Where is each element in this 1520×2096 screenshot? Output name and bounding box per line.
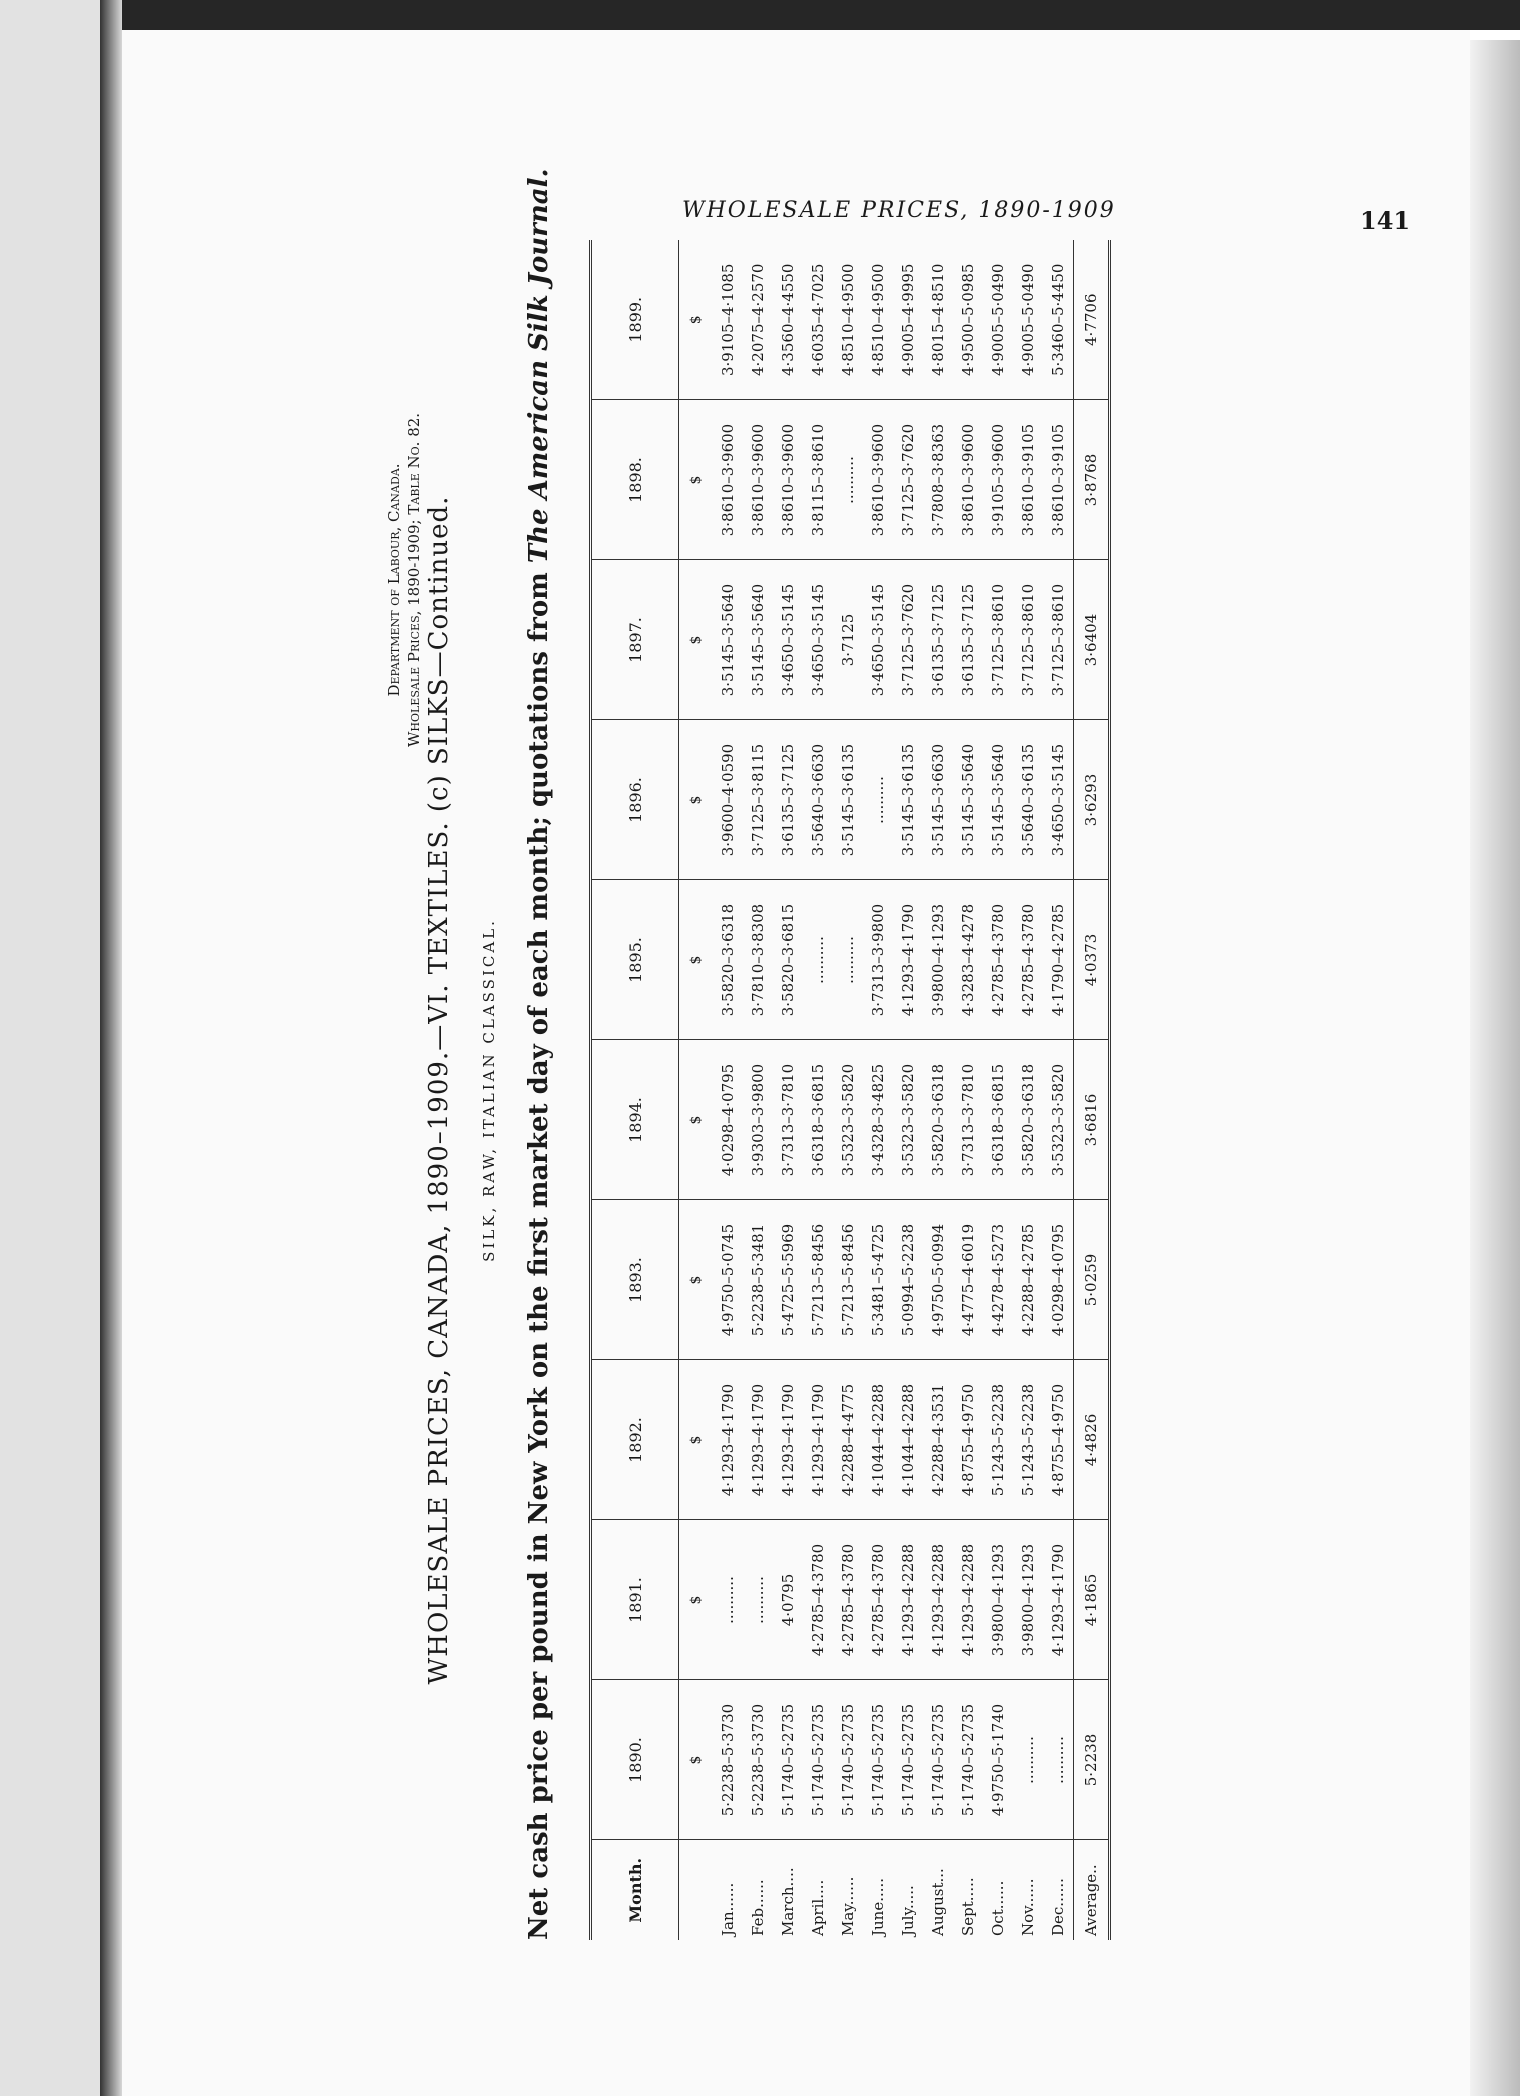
table-row	[713, 240, 743, 1940]
price-cell: 3·7313–3·9800	[863, 880, 893, 1040]
average-cell: 3·6293	[1074, 720, 1110, 880]
table-subtitle: SILK, RAW, ITALIAN CLASSICAL.	[480, 918, 498, 1262]
year-column-header: 1899.	[591, 240, 679, 400]
price-cell: 4·3283–4·4278	[953, 880, 983, 1040]
price-cell: 3·5820–3·6318	[923, 1040, 953, 1200]
price-cell: 3·4650–3·5145	[773, 560, 803, 720]
price-cell: 5·1740–5·2735	[893, 1680, 923, 1840]
unit-symbol: $	[679, 1040, 714, 1200]
price-cell: 3·7125–3·8115	[743, 720, 773, 880]
price-cell: 4·8510–4·9500	[863, 240, 893, 400]
price-cell: 4·2785–4·3780	[1013, 880, 1043, 1040]
price-cell: 3·6318–3·6815	[983, 1040, 1013, 1200]
price-cell: 4·1044–4·2288	[863, 1360, 893, 1520]
price-cell: 4·8755–4·9750	[1043, 1360, 1074, 1520]
price-cell: 4·9005–5·0490	[983, 240, 1013, 400]
table-row	[1013, 240, 1043, 1940]
price-cell: 3·9800–4·1293	[923, 880, 953, 1040]
table-row	[833, 240, 863, 1940]
price-cell: 5·1740–5·2735	[923, 1680, 953, 1840]
price-cell: 4·8755–4·9750	[953, 1360, 983, 1520]
table-row	[773, 240, 803, 1940]
price-cell: 4·4278–4·5273	[983, 1200, 1013, 1360]
book-gutter	[100, 0, 122, 2096]
department-heading	[384, 300, 424, 860]
price-cell: 3·5145–3·6135	[893, 720, 923, 880]
price-cell: 5·7213–5·8456	[803, 1200, 833, 1360]
price-cell: 5·1740–5·2735	[833, 1680, 863, 1840]
price-cell: 4·2785–4·3780	[803, 1520, 833, 1680]
price-cell: ..........	[1043, 1680, 1074, 1840]
price-cell: 5·2238–5·3730	[743, 1680, 773, 1840]
price-cell: 4·1790–4·2785	[1043, 880, 1074, 1040]
table-row	[743, 240, 773, 1940]
price-cell: 5·1243–5·2238	[983, 1360, 1013, 1520]
month-cell: Sept.....	[959, 1877, 977, 1936]
price-cell: 4·1293–4·1790	[773, 1360, 803, 1520]
average-label: Average..	[1074, 1840, 1110, 1940]
table-row	[983, 240, 1013, 1940]
average-cell: 5·0259	[1074, 1200, 1110, 1360]
month-column-header: Month.	[591, 1840, 679, 1940]
price-cell: 3·8115–3·8610	[803, 400, 833, 560]
price-cell: 3·8610–3·9600	[713, 400, 743, 560]
price-cell: ..........	[863, 720, 893, 880]
price-cell: 3·8610–3·9600	[953, 400, 983, 560]
table-row	[893, 240, 923, 1940]
price-cell: 3·7313–3·7810	[773, 1040, 803, 1200]
price-cell: 4·2785–4·3780	[983, 880, 1013, 1040]
month-cell: Nov......	[1019, 1878, 1037, 1936]
price-cell: 3·9303–3·9800	[743, 1040, 773, 1200]
price-cell: 4·2075–4·2570	[743, 240, 773, 400]
price-cell: 4·2288–4·3531	[923, 1360, 953, 1520]
unit-symbol: $	[679, 1360, 714, 1520]
unit-symbol: $	[679, 1520, 714, 1680]
price-cell: 3·9800–4·1293	[983, 1520, 1013, 1680]
price-cell: 3·8610–3·9600	[773, 400, 803, 560]
month-cell: Dec......	[1049, 1878, 1067, 1936]
price-cell: 5·3481–5·4725	[863, 1200, 893, 1360]
year-column-header: 1891.	[591, 1520, 679, 1680]
price-cell: 3·5145–3·5640	[743, 560, 773, 720]
price-cell: 3·7810–3·8308	[743, 880, 773, 1040]
price-cell: 3·8610–3·9600	[743, 400, 773, 560]
price-cell: 4·9750–5·1740	[983, 1680, 1013, 1840]
price-cell: 3·8610–3·9105	[1013, 400, 1043, 560]
price-cell: 5·4725–5·5969	[773, 1200, 803, 1360]
table-caption	[524, 168, 554, 1940]
average-cell: 3·8768	[1074, 400, 1110, 560]
price-cell: 3·7808–3·8363	[923, 400, 953, 560]
month-cell: April....	[809, 1879, 827, 1936]
price-cell: 3·5820–3·6318	[1013, 1040, 1043, 1200]
year-column-header: 1894.	[591, 1040, 679, 1200]
month-cell: June.....	[869, 1877, 887, 1936]
table-row	[863, 240, 893, 1940]
average-cell: 4·7706	[1074, 240, 1110, 400]
header-row	[591, 240, 679, 1940]
price-cell: 3·6135–3·7125	[923, 560, 953, 720]
month-cell: Oct......	[989, 1880, 1007, 1936]
unit-symbol: $	[679, 720, 714, 880]
unit-symbol: $	[679, 560, 714, 720]
price-cell: 5·1740–5·2735	[863, 1680, 893, 1840]
price-cell: 3·9105–4·1085	[713, 240, 743, 400]
year-column-header: 1893.	[591, 1200, 679, 1360]
price-cell: ..........	[743, 1520, 773, 1680]
month-cell: March....	[779, 1867, 797, 1936]
price-cell: 5·1740–5·2735	[773, 1680, 803, 1840]
price-cell: 3·6135–3·7125	[953, 560, 983, 720]
price-cell: 4·0298–4·0795	[713, 1040, 743, 1200]
price-cell: 3·5323–3·5820	[893, 1040, 923, 1200]
price-cell: ..........	[713, 1520, 743, 1680]
price-cell: 4·9005–5·0490	[1013, 240, 1043, 400]
price-cell: 3·8610–3·9600	[863, 400, 893, 560]
table-row	[803, 240, 833, 1940]
price-cell: 4·9750–5·0745	[713, 1200, 743, 1360]
price-cell: 3·5145–3·6135	[833, 720, 863, 880]
rotated-table-block	[384, 168, 1214, 1940]
average-row	[1074, 240, 1110, 1940]
price-cell: 3·7125–3·8610	[1043, 560, 1074, 720]
page-sheet	[122, 30, 1470, 2096]
price-cell: 3·8610–3·9105	[1043, 400, 1074, 560]
price-cell: 3·5640–3·6630	[803, 720, 833, 880]
price-cell: 4·1293–4·2288	[923, 1520, 953, 1680]
price-cell: 3·5145–3·5640	[713, 560, 743, 720]
price-cell: 5·2238–5·3730	[713, 1680, 743, 1840]
price-cell: 4·2288–4·2785	[1013, 1200, 1043, 1360]
price-cell: 4·2785–4·3780	[863, 1520, 893, 1680]
department-line-2: Wholesale Prices, 1890-1909; Table No. 82.	[405, 412, 423, 748]
price-cell: 3·7125	[833, 560, 863, 720]
price-cell: 4·2785–4·3780	[833, 1520, 863, 1680]
price-cell: 4·0795	[773, 1520, 803, 1680]
price-cell: 3·4328–3·4825	[863, 1040, 893, 1200]
price-cell: 4·8015–4·8510	[923, 240, 953, 400]
price-cell: 3·5820–3·6318	[713, 880, 743, 1040]
month-cell: July.....	[899, 1885, 917, 1936]
average-cell: 4·4826	[1074, 1360, 1110, 1520]
price-cell: 5·1740–5·2735	[953, 1680, 983, 1840]
page-number: 141	[1360, 206, 1411, 235]
month-cell: Jan......	[719, 1882, 737, 1936]
price-cell: 4·9750–5·0994	[923, 1200, 953, 1360]
month-cell: May......	[839, 1876, 857, 1936]
price-cell: 3·5323–3·5820	[833, 1040, 863, 1200]
table-header	[591, 240, 679, 1940]
price-cell: ..........	[833, 880, 863, 1040]
price-cell: 3·5145–3·6630	[923, 720, 953, 880]
table-body	[679, 240, 1110, 1940]
unit-symbol: $	[679, 400, 714, 560]
price-cell: 4·1293–4·2288	[893, 1520, 923, 1680]
average-cell: 5·2238	[1074, 1680, 1110, 1840]
price-cell: 4·4775–4·6019	[953, 1200, 983, 1360]
year-column-header: 1898.	[591, 400, 679, 560]
caption-text: Net cash price per pound in New York on the first market day of each month; quotations from	[524, 563, 554, 1940]
price-cell: 3·7313–3·7810	[953, 1040, 983, 1200]
average-cell: 3·6816	[1074, 1040, 1110, 1200]
unit-row	[679, 240, 714, 1940]
price-cell: 3·4650–3·5145	[863, 560, 893, 720]
price-cell: 3·5145–3·5640	[983, 720, 1013, 880]
year-column-header: 1890.	[591, 1680, 679, 1840]
price-cell: 5·3460–5·4450	[1043, 240, 1074, 400]
unit-symbol: $	[679, 240, 714, 400]
unit-symbol: $	[679, 1200, 714, 1360]
price-cell: 5·7213–5·8456	[833, 1200, 863, 1360]
price-cell: ..........	[1013, 1680, 1043, 1840]
month-cell: Feb......	[749, 1879, 767, 1936]
page-edge-stack	[1470, 40, 1520, 2096]
price-cell: 4·9500–5·0985	[953, 240, 983, 400]
unit-row-spacer	[679, 1840, 714, 1940]
price-cell: 3·5820–3·6815	[773, 880, 803, 1040]
price-cell: 3·9600–4·0590	[713, 720, 743, 880]
price-cell: 5·0994–5·2238	[893, 1200, 923, 1360]
price-cell: 4·1293–4·1790	[743, 1360, 773, 1520]
average-cell: 3·6404	[1074, 560, 1110, 720]
average-cell: 4·0373	[1074, 880, 1110, 1040]
price-cell: 4·1044–4·2288	[893, 1360, 923, 1520]
year-column-header: 1895.	[591, 880, 679, 1040]
price-cell: ..........	[803, 880, 833, 1040]
year-column-header: 1892.	[591, 1360, 679, 1520]
price-cell: 3·7125–3·7620	[893, 400, 923, 560]
price-cell: 4·1293–4·1790	[713, 1360, 743, 1520]
price-cell: 3·4650–3·5145	[1043, 720, 1074, 880]
caption-source: The American Silk Journal.	[524, 168, 554, 564]
price-cell: 4·8510–4·9500	[833, 240, 863, 400]
price-cell: 3·5145–3·5640	[953, 720, 983, 880]
table-title: WHOLESALE PRICES, CANADA, 1890–1909.—VI. TEXTILES. (c) SILKS—Continued.	[424, 495, 454, 1685]
table-row	[1043, 240, 1074, 1940]
unit-symbol: $	[679, 880, 714, 1040]
year-column-header: 1897.	[591, 560, 679, 720]
department-line-1: Department of Labour, Canada.	[385, 463, 403, 697]
price-table	[589, 240, 1111, 1940]
price-cell: 4·1293–4·1790	[893, 880, 923, 1040]
price-cell: 3·6318–3·6815	[803, 1040, 833, 1200]
price-cell: 4·1293–4·2288	[953, 1520, 983, 1680]
table-row	[923, 240, 953, 1940]
price-cell: 4·6035–4·7025	[803, 240, 833, 400]
price-cell: 3·9800–4·1293	[1013, 1520, 1043, 1680]
price-cell: ..........	[833, 400, 863, 560]
scan-top-edge	[0, 0, 1520, 30]
price-cell: 3·7125–3·8610	[1013, 560, 1043, 720]
price-cell: 3·7125–3·8610	[983, 560, 1013, 720]
running-head: WHOLESALE PRICES, 1890-1909	[682, 198, 1116, 223]
month-cell: August...	[929, 1868, 947, 1936]
price-cell: 4·9005–4·9995	[893, 240, 923, 400]
price-cell: 4·1293–4·1790	[1043, 1520, 1074, 1680]
price-cell: 5·1243–5·2238	[1013, 1360, 1043, 1520]
price-cell: 3·4650–3·5145	[803, 560, 833, 720]
price-cell: 4·1293–4·1790	[803, 1360, 833, 1520]
price-cell: 5·1740–5·2735	[803, 1680, 833, 1840]
price-cell: 3·5640–3·6135	[1013, 720, 1043, 880]
price-cell: 3·9105–3·9600	[983, 400, 1013, 560]
price-cell: 3·6135–3·7125	[773, 720, 803, 880]
table-row	[953, 240, 983, 1940]
price-cell: 3·7125–3·7620	[893, 560, 923, 720]
year-column-header: 1896.	[591, 720, 679, 880]
price-cell: 4·2288–4·4775	[833, 1360, 863, 1520]
price-cell: 4·0298–4·0795	[1043, 1200, 1074, 1360]
price-cell: 4·3560–4·4550	[773, 240, 803, 400]
average-cell: 4·1865	[1074, 1520, 1110, 1680]
unit-symbol: $	[679, 1680, 714, 1840]
price-cell: 3·5323–3·5820	[1043, 1040, 1074, 1200]
price-cell: 5·2238–5·3481	[743, 1200, 773, 1360]
